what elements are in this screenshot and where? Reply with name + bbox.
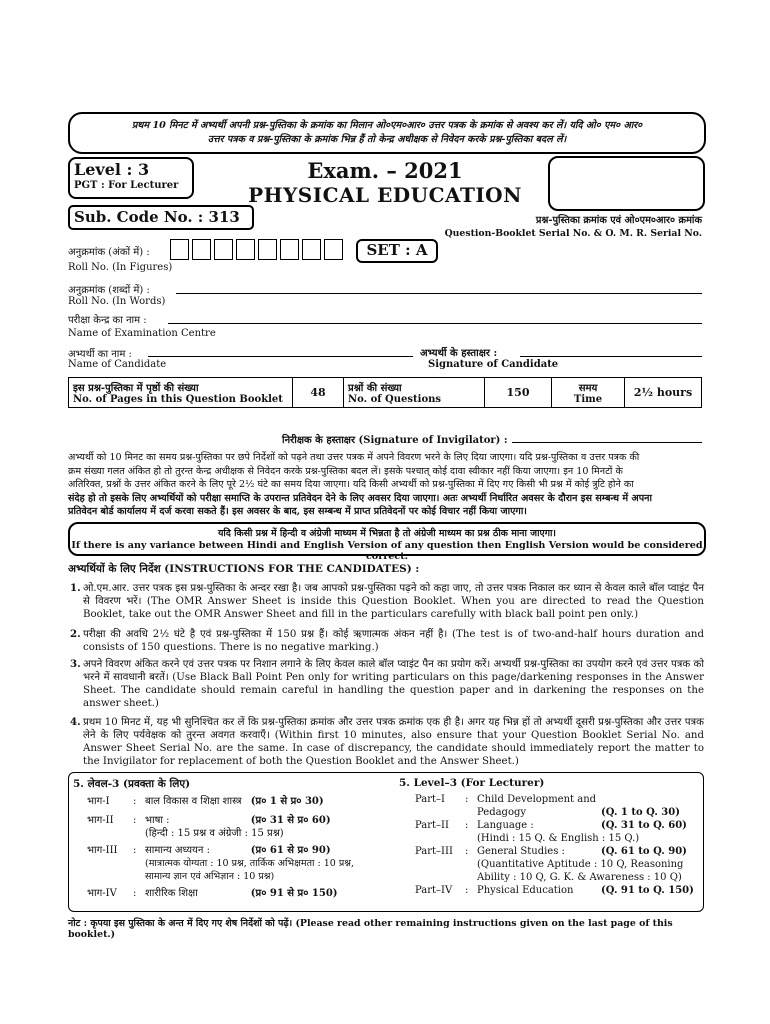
instruction-text: अपने विवरण अंकित करने एवं उत्तर पत्रक पर निशान लगाने के लिए केवल काले बॉल प्वाइंट पैन का प्रयोग करें। अभ्यर्थी प्रश्न-पुस्तिका का उपयोग करने एवं उत्तर पत्रक को भरने में सावधानी बरतें। (Use Black Ball Point Pen only for writing particulars on this page/darkening responses in the Answer Sheet. The candidate should remain careful in handling the question paper and in darkening the responses on the answer sheet.) bbox=[83, 659, 704, 709]
serial-label-hi: प्रश्न-पुस्तिका क्रमांक एवं ओ०एम०आर० क्रमांक bbox=[535, 215, 702, 226]
questions-cell bbox=[344, 378, 485, 408]
instruction-item-4 bbox=[70, 716, 704, 768]
top-notice-line2: उत्तर पत्रक व प्रश्न-पुस्तिका के क्रमांक भिन्न हैं तो केन्द्र अधीक्षक से निवेदन करके प्रश्न-पुस्तिका बदल लें। bbox=[207, 134, 567, 145]
level-en-row: (Quantitative Aptitude : 10 Q, Reasoning Ability : 10 Q, G. K. & Awareness : 10 Q) bbox=[477, 859, 684, 883]
booklet-stats-table bbox=[68, 377, 702, 408]
time-label-en: Time bbox=[573, 394, 603, 405]
roll-fig-label-en: Roll No. (In Figures) bbox=[68, 262, 173, 273]
level-hi-row: भाग-IV : शारीरिक शिक्षा (प्र० 91 से प्र० 150) bbox=[87, 888, 338, 899]
pages-value: 48 bbox=[293, 378, 344, 408]
roll-digit-box[interactable] bbox=[258, 239, 277, 260]
time-cell bbox=[552, 378, 625, 408]
instruction-item-1 bbox=[70, 582, 704, 621]
serial-label-en: Question-Booklet Serial No. & O. M. R. Serial No. bbox=[444, 228, 702, 239]
roll-digit-box[interactable] bbox=[192, 239, 211, 260]
level-en-row: Part–II : Language : (Q. 31 to Q. 60) bbox=[415, 820, 687, 831]
level-en-row: Part–III : General Studies : (Q. 61 to Q. 90) bbox=[415, 846, 687, 857]
level-hi-row: (मात्रात्मक योग्यता : 10 प्रश्न, तार्किक अभिक्षमता : 10 प्रश्न, सामान्य ज्ञान एवं अभिज्ञान : 10 प्रश्न) bbox=[145, 858, 354, 882]
questions-label-en: No. of Questions bbox=[348, 394, 442, 405]
instruction-number: 1. bbox=[70, 582, 81, 594]
hindi-instructions-paragraph bbox=[68, 451, 704, 519]
roll-digit-box[interactable] bbox=[236, 239, 255, 260]
centre-line[interactable] bbox=[168, 323, 702, 324]
top-notice-line1: प्रथम 10 मिनट में अभ्यर्थी अपनी प्रश्न-पुस्तिका के क्रमांक का मिलान ओ०एम०आर० उत्तर पत्रक के क्रमांक से अवश्य कर लें। यदि ओ० एम० आर० bbox=[131, 120, 643, 131]
roll-digit-box[interactable] bbox=[280, 239, 299, 260]
roll-words-label-en: Roll No. (In Words) bbox=[68, 296, 166, 307]
instruction-item-3 bbox=[70, 658, 704, 710]
exam-title: Exam. – 2021 bbox=[307, 158, 463, 183]
variance-note-en: If there is any variance between Hindi and English Version of any question then English Version would be considered correct. bbox=[71, 540, 703, 562]
level-hi-title: 5. लेवल-3 (प्रवक्ता के लिए) bbox=[73, 778, 191, 790]
signature-line[interactable] bbox=[520, 356, 702, 357]
roll-fig-label-hi: अनुक्रमांक (अंकों में) : bbox=[68, 247, 150, 258]
level-en-table bbox=[413, 793, 699, 897]
roll-digit-box[interactable] bbox=[170, 239, 189, 260]
roll-digit-box[interactable] bbox=[214, 239, 233, 260]
hindi-para-line: अभ्यर्थी को 10 मिनट का समय प्रश्न-पुस्तिका पर छपे निर्देशों को पढ़ने तथा उत्तर पत्रक में अपने विवरण भरने के लिए दिया जाएगा। यदि प्रश्न-पुस्तिका व उत्तर पत्रक की bbox=[68, 452, 640, 463]
hindi-para-line: संदेह हो तो इसके लिए अभ्यर्थियों को परीक्षा समाप्ति के उपरान्त प्रतिवेदन देने के लिए अवसर दिया जाएगा। अतः अभ्यर्थी निर्धारित अवसर के दौरान इस सम्बन्ध में अपना bbox=[68, 492, 652, 504]
level-en-row: Part–IV : Physical Education (Q. 91 to Q. 150) bbox=[415, 885, 694, 896]
hindi-para-line: प्रतिवेदन बोर्ड कार्यालय में दर्ज करवा सकते हैं। इस अवसर के बाद, इस सम्बन्ध में प्राप्त प्रतिवेदनों पर कोई विचार नहीं किया जाएगा। bbox=[68, 506, 527, 517]
roll-fig-boxes bbox=[170, 239, 346, 260]
set-label: SET : A bbox=[366, 241, 428, 259]
level-hi-row: भाग-II : भाषा : (प्र० 31 से प्र० 60) bbox=[87, 815, 331, 826]
pages-cell bbox=[69, 378, 293, 408]
variance-note-box bbox=[68, 522, 706, 562]
signature-label-en: Signature of Candidate bbox=[428, 359, 559, 370]
level-en-row: (Hindi : 15 Q. & English : 15 Q.) bbox=[477, 833, 640, 844]
instruction-text: ओ.एम.आर. उत्तर पत्रक इस प्रश्न-पुस्तिका के अन्दर रखा है। जब आपको प्रश्न-पुस्तिका पढ़ने को कहा जाए, तो उत्तर पत्रक निकाल कर ध्यान से केवल काले बॉल प्वाइंट पैन से विवरण भरें। (The OMR Answer Sheet is inside this Question Booklet. When you are directed to read the Question Booklet, take out the OMR Answer Sheet and fill in the particulars carefully with black ball point pen only.) bbox=[83, 583, 704, 620]
roll-words-label-hi: अनुक्रमांक (शब्दों में) : bbox=[68, 285, 150, 296]
instruction-number: 2. bbox=[70, 628, 81, 640]
level-section-box bbox=[68, 772, 704, 912]
instruction-text: प्रथम 10 मिनट में, यह भी सुनिश्चित कर लें कि प्रश्न-पुस्तिका क्रमांक और उत्तर पत्रक क्रमांक एक ही है। अगर यह भिन्न हों तो अभ्यर्थी दूसरी प्रश्न-पुस्तिका और उत्तर पत्रक लेने के लिए पर्यवेक्षक को तुरन्त अवगत करवाएँ। (Within first 10 minutes, also ensure that your Question Booklet Serial No. and Answer Sheet Serial No. are the same. In case of discrepancy, the candidate should immediately report the matter to the Invigilator for replacement of both the Question Booklet and the Answer Sheet.) bbox=[83, 717, 704, 767]
hindi-para-line: क्रम संख्या गलत अंकित हो तो तुरन्त केन्द्र अधीक्षक से निवेदन करके प्रश्न-पुस्तिका बदल लें। इसके पश्चात् कोई दावा स्वीकार नहीं किया जाएगा। इन 10 मिनटों के bbox=[68, 465, 623, 477]
level-en-column bbox=[399, 777, 699, 897]
serial-number-box bbox=[548, 156, 705, 211]
level-hi-row: भाग-III : सामान्य अध्ययन : (प्र० 61 से प्र० 90) bbox=[87, 845, 331, 856]
pages-label-en: No. of Pages in this Question Booklet bbox=[73, 394, 283, 405]
instruction-number: 3. bbox=[70, 658, 81, 670]
instruction-item-2 bbox=[70, 628, 704, 654]
time-label-hi: समय bbox=[578, 383, 598, 394]
set-box bbox=[356, 239, 438, 263]
questions-label-hi: प्रश्नों की संख्या bbox=[348, 383, 402, 394]
invigilator-signature-line[interactable] bbox=[512, 442, 702, 443]
centre-label-en: Name of Examination Centre bbox=[68, 328, 216, 339]
roll-digit-box[interactable] bbox=[302, 239, 321, 260]
roll-words-line[interactable] bbox=[176, 293, 702, 294]
sub-code-box bbox=[68, 205, 254, 230]
level-en-title: 5. Level–3 (For Lecturer) bbox=[399, 777, 545, 789]
sub-code-label: Sub. Code No. : 313 bbox=[74, 208, 240, 226]
candidate-label-hi: अभ्यर्थी का नाम : bbox=[68, 349, 132, 360]
hindi-para-line: अतिरिक्त, प्रश्नों के उत्तर अंकित करने के लिए पूरे 2½ घंटे का समय दिया जाएगा। यदि किसी अभ्यर्थी को प्रश्न-पुस्तिका में दिए गए किसी भी प्रश्न में कोई त्रुटि होने का bbox=[68, 479, 634, 490]
level-hi-row: (हिन्दी : 15 प्रश्न व अंग्रेजी : 15 प्रश्न) bbox=[145, 828, 284, 839]
variance-note-hi: यदि किसी प्रश्न में हिन्दी व अंग्रेजी माध्यम में भिन्नता है तो अंग्रेजी माध्यम का प्रश्न ठीक माना जाएगा। bbox=[217, 528, 556, 539]
level-hi-table bbox=[85, 795, 375, 900]
level-hi-column bbox=[73, 777, 373, 900]
instructions-title: अभ्यर्थियों के लिए निर्देश (INSTRUCTIONS FOR THE CANDIDATES) : bbox=[68, 563, 420, 575]
level-hi-row: भाग-I : बाल विकास व शिक्षा शास्त्र (प्र० 1 से प्र० 30) bbox=[87, 796, 324, 807]
level-en-row: Part–I : Child Development and Pedagogy (Q. 1 to Q. 30) bbox=[415, 794, 680, 818]
top-notice-box bbox=[68, 112, 706, 154]
signature-label-hi: अभ्यर्थी के हस्ताक्षर : bbox=[420, 348, 498, 359]
centre-label-hi: परीक्षा केन्द्र का नाम : bbox=[68, 315, 147, 326]
questions-value: 150 bbox=[485, 378, 552, 408]
time-value: 2½ hours bbox=[625, 378, 702, 408]
candidate-name-line[interactable] bbox=[148, 356, 413, 357]
invigilator-label: निरीक्षक के हस्ताक्षर (Signature of Invigilator) : bbox=[282, 435, 508, 446]
level-box bbox=[68, 157, 194, 199]
pages-label-hi: इस प्रश्न-पुस्तिका में पृष्ठों की संख्या bbox=[73, 383, 199, 394]
instruction-text: परीक्षा की अवधि 2½ घंटे है एवं प्रश्न-पुस्तिका में 150 प्रश्न हैं। कोई ऋणात्मक अंकन नहीं है। (The test is of two-and-half hours duration and consists of 150 questions. There is no negative marking.) bbox=[83, 629, 704, 653]
roll-digit-box[interactable] bbox=[324, 239, 343, 260]
footer-note: नोट : कृपया इस पुस्तिका के अन्त में दिए गए शेष निर्देशों को पढ़ें। (Please read other remaining instructions given on the last page of this booklet.) bbox=[68, 918, 673, 940]
level-sublabel: PGT : For Lecturer bbox=[74, 180, 179, 191]
level-label: Level : 3 bbox=[74, 160, 150, 179]
candidate-label-en: Name of Candidate bbox=[68, 359, 167, 370]
instruction-number: 4. bbox=[70, 716, 81, 728]
subject-title: PHYSICAL EDUCATION bbox=[248, 183, 522, 207]
